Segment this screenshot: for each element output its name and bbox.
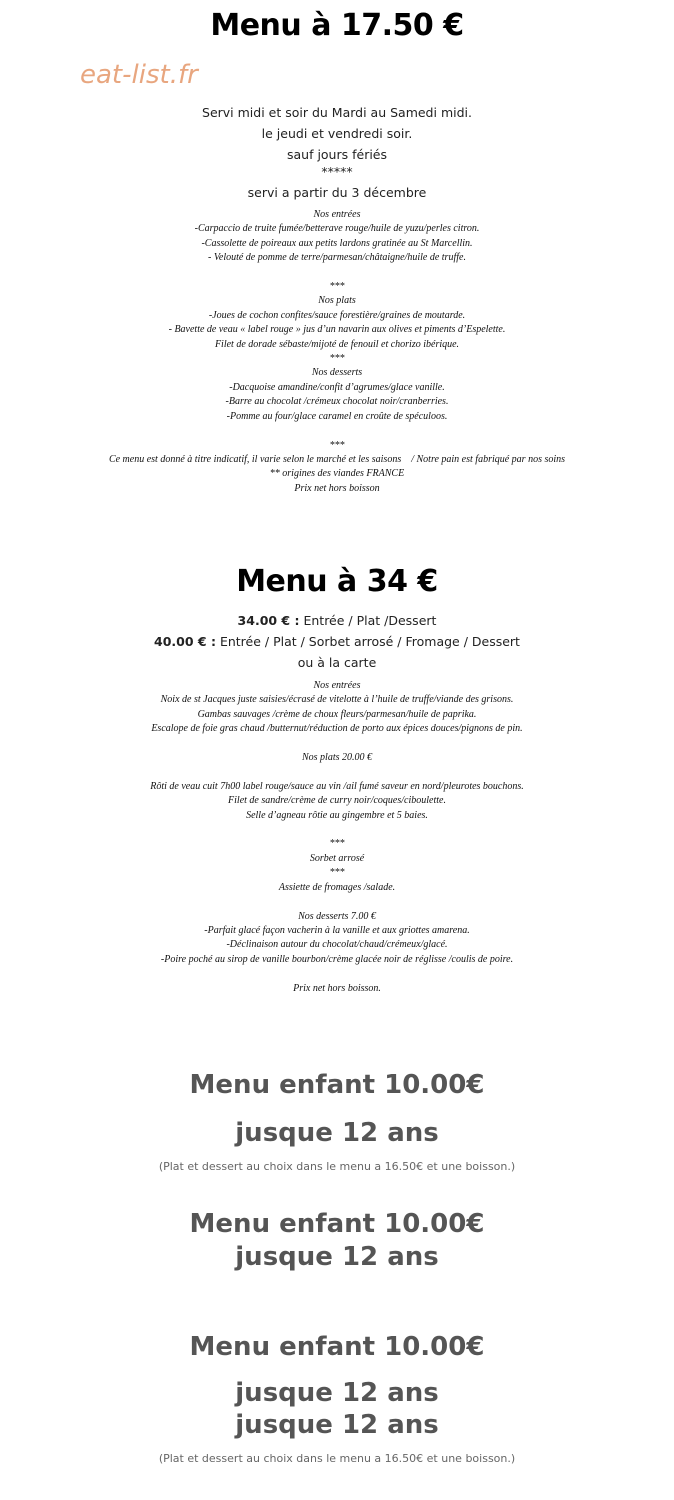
kids-menu-title: Menu enfant 10.00€ — [189, 1209, 485, 1239]
menu-line: - Bavette de veau « label rouge » jus d’un navarin aux olives et piments d’Espelette. — [168, 324, 506, 336]
menu-line — [0, 823, 674, 837]
menu-line: Prix net hors boisson — [294, 482, 380, 494]
menu-line: Nos plats — [318, 295, 356, 307]
menu-2-title: Menu à 34 € — [236, 564, 438, 599]
menu-line: Noix de st Jacques juste saisies/écrasé de vitelotte à l’huile de truffe/viande des grisons. — [160, 694, 514, 706]
kids-menu-age-cut — [0, 1242, 674, 1272]
kids-menu-age: jusque 12 ans — [235, 1378, 439, 1408]
menu-line: -Carpaccio de truite fumée/betterave rouge/huile de yuzu/perles citron. — [194, 223, 480, 235]
menu-line: Nos plats 20.00 € — [301, 752, 372, 764]
menu-line: -Barre au chocolat /crémeux chocolat noir/cranberries. — [225, 396, 449, 408]
menu-line: *** — [329, 353, 345, 365]
service-line: Servi midi et soir du Mardi au Samedi midi. — [202, 105, 472, 120]
kids-menu-age: jusque 12 ans — [235, 1410, 439, 1440]
price-option-34 — [0, 610, 674, 631]
menu-line: Nos desserts — [311, 367, 363, 379]
menu-line: Prix net hors boisson. — [293, 982, 381, 994]
menu-line: -Pomme au four/glace caramel en croûte de spéculoos. — [226, 410, 448, 422]
menu-line — [0, 737, 674, 751]
menu-line: Nos entrées — [313, 680, 361, 691]
menu-line — [0, 967, 674, 981]
menu-line: Rôti de veau cuit 7h00 label rouge/sauce au vin /ail fumé saveur en nord/pleurotes bouchons. — [150, 780, 524, 792]
kids-menu-age: jusque 12 ans — [235, 1242, 439, 1272]
price-description: Entrée / Plat / Sorbet arrosé / Fromage / Dessert — [215, 634, 520, 649]
price-amount: 34.00 € : — [237, 613, 300, 628]
price-amount: 40.00 € : — [154, 634, 216, 649]
menu-line — [0, 895, 674, 909]
a-la-carte: ou à la carte — [297, 655, 377, 670]
menu-line: Selle d’agneau rôtie au gingembre et 5 baies. — [246, 809, 428, 821]
menu-2-dishes — [0, 679, 674, 996]
menu-line: Assiette de fromages /salade. — [278, 881, 396, 893]
menu-line: -Dacquoise amandine/confit d’agrumes/glace vanille. — [229, 381, 445, 393]
menu-1-service-info — [0, 102, 674, 179]
price-option-40 — [0, 631, 674, 652]
menu-line — [0, 424, 674, 438]
menu-line: -Cassolette de poireaux aux petits lardons gratinée au St Marcellin. — [201, 237, 473, 249]
menu-line: -Déclinaison autour du chocolat/chaud/crémeux/glacé. — [226, 939, 448, 951]
kids-menu-note: (Plat et dessert au choix dans le menu a 16.50€ et une boisson.) — [158, 1160, 516, 1173]
menu-line: - Velouté de pomme de terre/parmesan/châtaigne/huile de truffe. — [208, 252, 466, 264]
menu-line: *** — [329, 281, 345, 293]
menu-line: Ce menu est donné à titre indicatif, il varie selon le marché et les saisons / Notre pain est fabriqué par nos soins — [108, 453, 566, 465]
kids-menu-title: Menu enfant 10.00€ — [189, 1332, 485, 1362]
menu-line: Gambas sauvages /crème de choux fleurs/parmesan/huile de paprika. — [197, 708, 477, 720]
menu-1-title: Menu à 17.50 € — [210, 8, 464, 43]
menu-line: Nos desserts 7.00 € — [298, 910, 376, 922]
menu-line: -Joues de cochon confites/sauce forestière/graines de moutarde. — [208, 309, 466, 321]
service-line: sauf jours fériés — [286, 147, 388, 162]
menu-line — [0, 765, 674, 779]
menu-2-prices — [0, 610, 674, 673]
menu-1-dishes — [0, 208, 674, 496]
menu-line: Escalope de foie gras chaud /butternut/réduction de porto aux épices douces/pignons de pin. — [151, 723, 523, 735]
menu-line: -Poire poché au sirop de vanille bourbon/crème glacée noir de réglisse /coulis de poire. — [160, 953, 514, 965]
menu-line: *** — [329, 867, 345, 879]
menu-line: Filet de sandre/crème de curry noir/coques/ciboulette. — [228, 795, 446, 807]
kids-menu-age: jusque 12 ans — [235, 1118, 439, 1148]
menu-line: -Parfait glacé façon vacherin à la vanille et aux griottes amarena. — [204, 924, 470, 936]
menu-line: Sorbet arrosé — [309, 852, 365, 864]
menu-line: Nos entrées — [313, 209, 361, 220]
service-line: le jeudi et vendredi soir. — [261, 126, 413, 141]
kids-menu-note: (Plat et dessert au choix dans le menu a 16.50€ et une boisson.) — [158, 1452, 516, 1465]
menu-line: *** — [329, 838, 345, 850]
price-description: Entrée / Plat /Dessert — [299, 613, 437, 628]
menu-line: Filet de dorade sébaste/mijoté de fenouil et chorizo ibérique. — [214, 338, 460, 350]
menu-line: ** origines des viandes FRANCE — [269, 468, 405, 480]
kids-menu-title: Menu enfant 10.00€ — [189, 1070, 485, 1100]
menu-line: *** — [329, 439, 345, 451]
service-line: ***** — [321, 164, 353, 179]
menu-line — [0, 266, 674, 280]
menu-1-start-date: servi a partir du 3 décembre — [247, 185, 427, 200]
watermark: eat-list.fr — [80, 60, 198, 90]
